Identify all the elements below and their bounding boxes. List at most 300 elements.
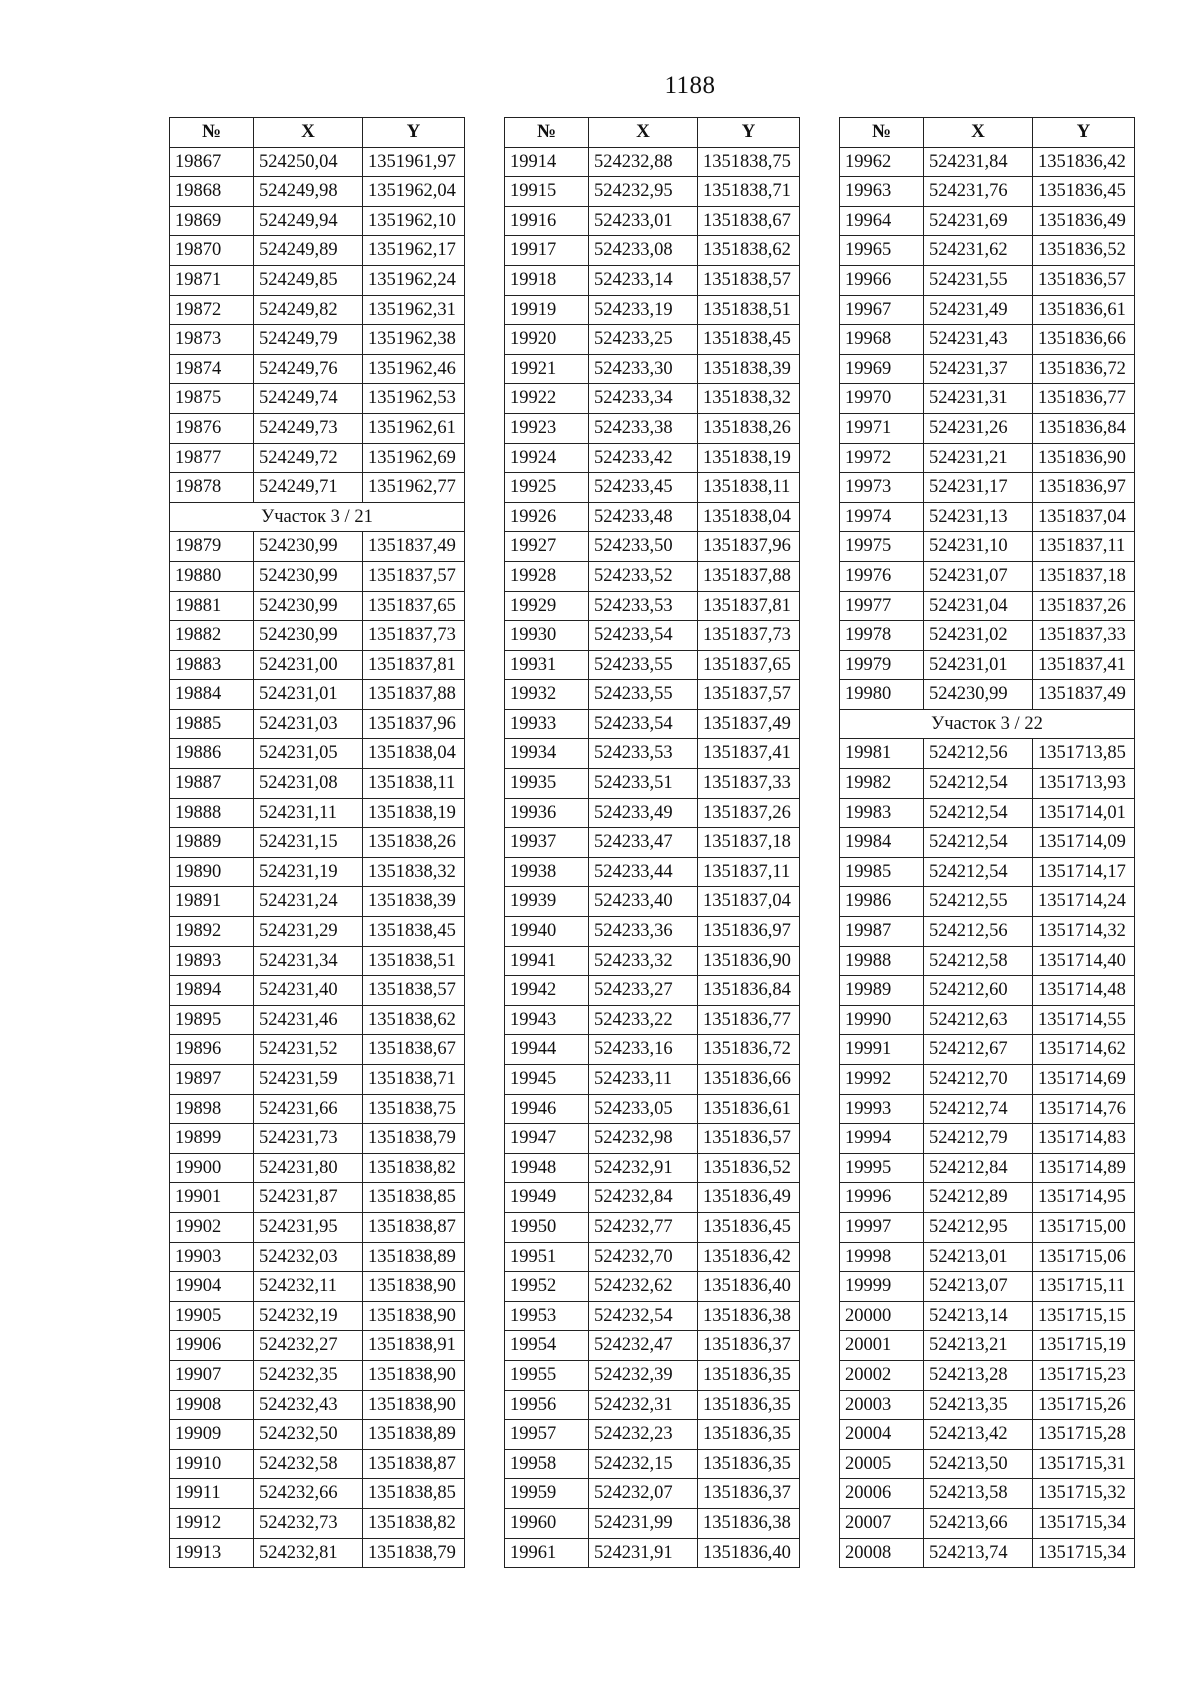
x-coordinate-cell: 524232,84 xyxy=(589,1183,698,1213)
x-coordinate-cell: 524231,80 xyxy=(254,1153,363,1183)
table-row xyxy=(840,1508,1135,1538)
table-row xyxy=(170,265,465,295)
table-row xyxy=(170,857,465,887)
y-coordinate-cell: 1351715,11 xyxy=(1033,1272,1135,1302)
table-row xyxy=(840,206,1135,236)
table-row xyxy=(505,887,800,917)
x-coordinate-cell: 524233,54 xyxy=(589,709,698,739)
x-coordinate-cell: 524231,87 xyxy=(254,1183,363,1213)
x-coordinate-cell: 524231,03 xyxy=(254,709,363,739)
x-coordinate-cell: 524231,37 xyxy=(924,354,1033,384)
x-coordinate-cell: 524232,35 xyxy=(254,1360,363,1390)
y-coordinate-cell: 1351837,73 xyxy=(698,621,800,651)
x-coordinate-cell: 524230,99 xyxy=(254,621,363,651)
x-coordinate-cell: 524232,91 xyxy=(589,1153,698,1183)
table-row xyxy=(840,976,1135,1006)
point-number-cell: 19889 xyxy=(170,828,254,858)
header-x: X xyxy=(254,118,363,148)
x-coordinate-cell: 524232,15 xyxy=(589,1449,698,1479)
table-row xyxy=(170,1065,465,1095)
table-row xyxy=(170,325,465,355)
y-coordinate-cell: 1351838,75 xyxy=(363,1094,465,1124)
table-row xyxy=(170,946,465,976)
table-row xyxy=(170,739,465,769)
y-coordinate-cell: 1351836,35 xyxy=(698,1420,800,1450)
table-row xyxy=(170,177,465,207)
y-coordinate-cell: 1351838,87 xyxy=(363,1449,465,1479)
table-row xyxy=(840,1094,1135,1124)
y-coordinate-cell: 1351836,40 xyxy=(698,1538,800,1568)
table-row xyxy=(505,1449,800,1479)
x-coordinate-cell: 524231,01 xyxy=(924,650,1033,680)
x-coordinate-cell: 524233,36 xyxy=(589,917,698,947)
y-coordinate-cell: 1351838,39 xyxy=(698,354,800,384)
table-row xyxy=(170,1508,465,1538)
y-coordinate-cell: 1351962,46 xyxy=(363,354,465,384)
y-coordinate-cell: 1351837,65 xyxy=(363,591,465,621)
point-number-cell: 20000 xyxy=(840,1301,924,1331)
x-coordinate-cell: 524233,27 xyxy=(589,976,698,1006)
y-coordinate-cell: 1351836,52 xyxy=(1033,236,1135,266)
y-coordinate-cell: 1351836,97 xyxy=(1033,473,1135,503)
x-coordinate-cell: 524232,95 xyxy=(589,177,698,207)
x-coordinate-cell: 524231,04 xyxy=(924,591,1033,621)
y-coordinate-cell: 1351838,04 xyxy=(363,739,465,769)
point-number-cell: 19947 xyxy=(505,1124,589,1154)
table-row xyxy=(505,384,800,414)
x-coordinate-cell: 524233,05 xyxy=(589,1094,698,1124)
point-number-cell: 19993 xyxy=(840,1094,924,1124)
point-number-cell: 19996 xyxy=(840,1183,924,1213)
table-row xyxy=(505,1242,800,1272)
table-row xyxy=(505,354,800,384)
point-number-cell: 19913 xyxy=(170,1538,254,1568)
section-row xyxy=(170,502,465,532)
table-row xyxy=(505,739,800,769)
point-number-cell: 19936 xyxy=(505,798,589,828)
x-coordinate-cell: 524232,58 xyxy=(254,1449,363,1479)
x-coordinate-cell: 524213,58 xyxy=(924,1479,1033,1509)
point-number-cell: 19938 xyxy=(505,857,589,887)
x-coordinate-cell: 524231,55 xyxy=(924,265,1033,295)
table-row xyxy=(505,917,800,947)
y-coordinate-cell: 1351715,15 xyxy=(1033,1301,1135,1331)
point-number-cell: 19950 xyxy=(505,1212,589,1242)
y-coordinate-cell: 1351837,33 xyxy=(1033,621,1135,651)
x-coordinate-cell: 524233,45 xyxy=(589,473,698,503)
point-number-cell: 19997 xyxy=(840,1212,924,1242)
point-number-cell: 19985 xyxy=(840,857,924,887)
y-coordinate-cell: 1351836,37 xyxy=(698,1331,800,1361)
point-number-cell: 19972 xyxy=(840,443,924,473)
y-coordinate-cell: 1351715,00 xyxy=(1033,1212,1135,1242)
x-coordinate-cell: 524231,43 xyxy=(924,325,1033,355)
x-coordinate-cell: 524233,50 xyxy=(589,532,698,562)
x-coordinate-cell: 524212,67 xyxy=(924,1035,1033,1065)
y-coordinate-cell: 1351838,45 xyxy=(698,325,800,355)
x-coordinate-cell: 524212,55 xyxy=(924,887,1033,917)
y-coordinate-cell: 1351714,40 xyxy=(1033,946,1135,976)
y-coordinate-cell: 1351838,51 xyxy=(363,946,465,976)
table-row xyxy=(840,680,1135,710)
x-coordinate-cell: 524231,15 xyxy=(254,828,363,858)
table-row xyxy=(505,1508,800,1538)
y-coordinate-cell: 1351715,26 xyxy=(1033,1390,1135,1420)
table-row xyxy=(840,591,1135,621)
x-coordinate-cell: 524231,10 xyxy=(924,532,1033,562)
table-row xyxy=(505,295,800,325)
table-row xyxy=(840,798,1135,828)
table-row xyxy=(505,325,800,355)
table-row xyxy=(840,946,1135,976)
y-coordinate-cell: 1351838,71 xyxy=(363,1065,465,1095)
x-coordinate-cell: 524250,04 xyxy=(254,147,363,177)
header-number: № xyxy=(505,118,589,148)
point-number-cell: 19891 xyxy=(170,887,254,917)
point-number-cell: 19896 xyxy=(170,1035,254,1065)
y-coordinate-cell: 1351962,77 xyxy=(363,473,465,503)
x-coordinate-cell: 524212,60 xyxy=(924,976,1033,1006)
x-coordinate-cell: 524231,24 xyxy=(254,887,363,917)
x-coordinate-cell: 524232,07 xyxy=(589,1479,698,1509)
table-row xyxy=(840,1479,1135,1509)
table-row xyxy=(505,206,800,236)
y-coordinate-cell: 1351837,18 xyxy=(1033,561,1135,591)
point-number-cell: 19887 xyxy=(170,769,254,799)
y-coordinate-cell: 1351715,32 xyxy=(1033,1479,1135,1509)
table-row xyxy=(170,591,465,621)
table-row xyxy=(505,1124,800,1154)
y-coordinate-cell: 1351838,51 xyxy=(698,295,800,325)
table-row xyxy=(840,177,1135,207)
table-row xyxy=(170,621,465,651)
table-row xyxy=(840,1212,1135,1242)
header-x: X xyxy=(924,118,1033,148)
point-number-cell: 20005 xyxy=(840,1449,924,1479)
y-coordinate-cell: 1351836,90 xyxy=(1033,443,1135,473)
y-coordinate-cell: 1351838,90 xyxy=(363,1360,465,1390)
point-number-cell: 19870 xyxy=(170,236,254,266)
y-coordinate-cell: 1351837,26 xyxy=(1033,591,1135,621)
y-coordinate-cell: 1351962,17 xyxy=(363,236,465,266)
y-coordinate-cell: 1351838,19 xyxy=(698,443,800,473)
y-coordinate-cell: 1351836,42 xyxy=(1033,147,1135,177)
y-coordinate-cell: 1351836,38 xyxy=(698,1508,800,1538)
table-row xyxy=(505,443,800,473)
y-coordinate-cell: 1351838,79 xyxy=(363,1538,465,1568)
table-row xyxy=(170,709,465,739)
x-coordinate-cell: 524233,34 xyxy=(589,384,698,414)
y-coordinate-cell: 1351838,26 xyxy=(363,828,465,858)
table-row xyxy=(170,413,465,443)
x-coordinate-cell: 524232,73 xyxy=(254,1508,363,1538)
x-coordinate-cell: 524231,40 xyxy=(254,976,363,1006)
x-coordinate-cell: 524230,99 xyxy=(254,561,363,591)
x-coordinate-cell: 524212,84 xyxy=(924,1153,1033,1183)
x-coordinate-cell: 524213,28 xyxy=(924,1360,1033,1390)
table-body xyxy=(505,147,800,1568)
point-number-cell: 19871 xyxy=(170,265,254,295)
point-number-cell: 19868 xyxy=(170,177,254,207)
y-coordinate-cell: 1351837,88 xyxy=(698,561,800,591)
y-coordinate-cell: 1351715,06 xyxy=(1033,1242,1135,1272)
point-number-cell: 19974 xyxy=(840,502,924,532)
point-number-cell: 19967 xyxy=(840,295,924,325)
table-row xyxy=(840,236,1135,266)
point-number-cell: 19951 xyxy=(505,1242,589,1272)
x-coordinate-cell: 524213,50 xyxy=(924,1449,1033,1479)
point-number-cell: 19905 xyxy=(170,1301,254,1331)
point-number-cell: 19886 xyxy=(170,739,254,769)
point-number-cell: 19888 xyxy=(170,798,254,828)
table-row xyxy=(840,473,1135,503)
y-coordinate-cell: 1351838,71 xyxy=(698,177,800,207)
point-number-cell: 19968 xyxy=(840,325,924,355)
y-coordinate-cell: 1351838,89 xyxy=(363,1242,465,1272)
x-coordinate-cell: 524233,14 xyxy=(589,265,698,295)
table-header-row xyxy=(840,118,1135,148)
point-number-cell: 19946 xyxy=(505,1094,589,1124)
y-coordinate-cell: 1351962,38 xyxy=(363,325,465,355)
point-number-cell: 19994 xyxy=(840,1124,924,1154)
table-row xyxy=(505,1420,800,1450)
table-row xyxy=(505,680,800,710)
point-number-cell: 19867 xyxy=(170,147,254,177)
y-coordinate-cell: 1351838,67 xyxy=(698,206,800,236)
x-coordinate-cell: 524231,31 xyxy=(924,384,1033,414)
x-coordinate-cell: 524232,77 xyxy=(589,1212,698,1242)
point-number-cell: 19912 xyxy=(170,1508,254,1538)
y-coordinate-cell: 1351714,48 xyxy=(1033,976,1135,1006)
table-row xyxy=(170,561,465,591)
point-number-cell: 19882 xyxy=(170,621,254,651)
x-coordinate-cell: 524249,82 xyxy=(254,295,363,325)
table-row xyxy=(505,236,800,266)
table-row xyxy=(170,1360,465,1390)
y-coordinate-cell: 1351836,77 xyxy=(1033,384,1135,414)
point-number-cell: 19899 xyxy=(170,1124,254,1154)
table-row xyxy=(840,917,1135,947)
table-row xyxy=(840,1538,1135,1568)
table-row xyxy=(505,532,800,562)
y-coordinate-cell: 1351837,33 xyxy=(698,769,800,799)
x-coordinate-cell: 524233,55 xyxy=(589,650,698,680)
table-row xyxy=(505,1212,800,1242)
y-coordinate-cell: 1351836,66 xyxy=(1033,325,1135,355)
table-row xyxy=(170,828,465,858)
x-coordinate-cell: 524231,46 xyxy=(254,1005,363,1035)
x-coordinate-cell: 524249,73 xyxy=(254,413,363,443)
x-coordinate-cell: 524232,19 xyxy=(254,1301,363,1331)
x-coordinate-cell: 524249,85 xyxy=(254,265,363,295)
x-coordinate-cell: 524233,16 xyxy=(589,1035,698,1065)
y-coordinate-cell: 1351836,90 xyxy=(698,946,800,976)
point-number-cell: 20007 xyxy=(840,1508,924,1538)
point-number-cell: 19924 xyxy=(505,443,589,473)
y-coordinate-cell: 1351837,26 xyxy=(698,798,800,828)
x-coordinate-cell: 524233,25 xyxy=(589,325,698,355)
y-coordinate-cell: 1351838,11 xyxy=(698,473,800,503)
x-coordinate-cell: 524213,01 xyxy=(924,1242,1033,1272)
point-number-cell: 19914 xyxy=(505,147,589,177)
y-coordinate-cell: 1351715,34 xyxy=(1033,1538,1135,1568)
y-coordinate-cell: 1351838,91 xyxy=(363,1331,465,1361)
y-coordinate-cell: 1351836,35 xyxy=(698,1449,800,1479)
table-row xyxy=(170,354,465,384)
point-number-cell: 19883 xyxy=(170,650,254,680)
y-coordinate-cell: 1351837,65 xyxy=(698,650,800,680)
y-coordinate-cell: 1351838,82 xyxy=(363,1508,465,1538)
x-coordinate-cell: 524231,29 xyxy=(254,917,363,947)
table-row xyxy=(170,1301,465,1331)
x-coordinate-cell: 524232,50 xyxy=(254,1420,363,1450)
x-coordinate-cell: 524212,54 xyxy=(924,798,1033,828)
table-row xyxy=(505,1183,800,1213)
point-number-cell: 19953 xyxy=(505,1301,589,1331)
x-coordinate-cell: 524231,21 xyxy=(924,443,1033,473)
table-row xyxy=(505,1035,800,1065)
x-coordinate-cell: 524212,70 xyxy=(924,1065,1033,1095)
x-coordinate-cell: 524231,99 xyxy=(589,1508,698,1538)
x-coordinate-cell: 524213,66 xyxy=(924,1508,1033,1538)
header-y: Y xyxy=(1033,118,1135,148)
y-coordinate-cell: 1351838,82 xyxy=(363,1153,465,1183)
table-row xyxy=(505,828,800,858)
x-coordinate-cell: 524232,11 xyxy=(254,1272,363,1302)
table-row xyxy=(840,354,1135,384)
y-coordinate-cell: 1351836,72 xyxy=(1033,354,1135,384)
y-coordinate-cell: 1351836,97 xyxy=(698,917,800,947)
table-row xyxy=(170,1124,465,1154)
y-coordinate-cell: 1351714,24 xyxy=(1033,887,1135,917)
point-number-cell: 19954 xyxy=(505,1331,589,1361)
table-row xyxy=(505,1005,800,1035)
x-coordinate-cell: 524233,42 xyxy=(589,443,698,473)
coordinate-table-1 xyxy=(169,117,465,1568)
x-coordinate-cell: 524212,58 xyxy=(924,946,1033,976)
table-row xyxy=(505,1331,800,1361)
x-coordinate-cell: 524249,72 xyxy=(254,443,363,473)
y-coordinate-cell: 1351838,04 xyxy=(698,502,800,532)
point-number-cell: 19957 xyxy=(505,1420,589,1450)
point-number-cell: 19877 xyxy=(170,443,254,473)
point-number-cell: 19927 xyxy=(505,532,589,562)
table-row xyxy=(840,1272,1135,1302)
table-row xyxy=(505,976,800,1006)
x-coordinate-cell: 524231,13 xyxy=(924,502,1033,532)
y-coordinate-cell: 1351838,67 xyxy=(363,1035,465,1065)
y-coordinate-cell: 1351838,62 xyxy=(363,1005,465,1035)
y-coordinate-cell: 1351962,04 xyxy=(363,177,465,207)
y-coordinate-cell: 1351714,01 xyxy=(1033,798,1135,828)
x-coordinate-cell: 524213,21 xyxy=(924,1331,1033,1361)
y-coordinate-cell: 1351714,95 xyxy=(1033,1183,1135,1213)
table-row xyxy=(505,621,800,651)
y-coordinate-cell: 1351836,61 xyxy=(1033,295,1135,325)
y-coordinate-cell: 1351962,10 xyxy=(363,206,465,236)
point-number-cell: 19979 xyxy=(840,650,924,680)
x-coordinate-cell: 524249,79 xyxy=(254,325,363,355)
x-coordinate-cell: 524233,53 xyxy=(589,739,698,769)
table-row xyxy=(505,413,800,443)
y-coordinate-cell: 1351962,61 xyxy=(363,413,465,443)
x-coordinate-cell: 524212,63 xyxy=(924,1005,1033,1035)
point-number-cell: 19873 xyxy=(170,325,254,355)
x-coordinate-cell: 524233,54 xyxy=(589,621,698,651)
table-row xyxy=(170,384,465,414)
table-row xyxy=(170,532,465,562)
point-number-cell: 19874 xyxy=(170,354,254,384)
table-row xyxy=(840,828,1135,858)
table-row xyxy=(505,650,800,680)
point-number-cell: 19982 xyxy=(840,769,924,799)
table-row xyxy=(170,1420,465,1450)
point-number-cell: 19983 xyxy=(840,798,924,828)
y-coordinate-cell: 1351714,89 xyxy=(1033,1153,1135,1183)
x-coordinate-cell: 524232,39 xyxy=(589,1360,698,1390)
point-number-cell: 19992 xyxy=(840,1065,924,1095)
y-coordinate-cell: 1351962,53 xyxy=(363,384,465,414)
y-coordinate-cell: 1351837,04 xyxy=(1033,502,1135,532)
y-coordinate-cell: 1351838,89 xyxy=(363,1420,465,1450)
table-row xyxy=(170,1005,465,1035)
point-number-cell: 19988 xyxy=(840,946,924,976)
table-row xyxy=(170,769,465,799)
x-coordinate-cell: 524232,81 xyxy=(254,1538,363,1568)
y-coordinate-cell: 1351837,18 xyxy=(698,828,800,858)
y-coordinate-cell: 1351838,79 xyxy=(363,1124,465,1154)
table-row xyxy=(840,325,1135,355)
point-number-cell: 19884 xyxy=(170,680,254,710)
y-coordinate-cell: 1351836,57 xyxy=(698,1124,800,1154)
table-row xyxy=(505,561,800,591)
y-coordinate-cell: 1351838,32 xyxy=(363,857,465,887)
y-coordinate-cell: 1351837,96 xyxy=(363,709,465,739)
section-label: Участок 3 / 21 xyxy=(170,502,465,532)
point-number-cell: 19909 xyxy=(170,1420,254,1450)
table-row xyxy=(505,1065,800,1095)
x-coordinate-cell: 524232,98 xyxy=(589,1124,698,1154)
x-coordinate-cell: 524230,99 xyxy=(254,591,363,621)
table-row xyxy=(505,147,800,177)
point-number-cell: 19879 xyxy=(170,532,254,562)
point-number-cell: 19916 xyxy=(505,206,589,236)
x-coordinate-cell: 524231,73 xyxy=(254,1124,363,1154)
table-row xyxy=(170,1272,465,1302)
table-row xyxy=(170,443,465,473)
table-row xyxy=(840,1449,1135,1479)
table-row xyxy=(840,650,1135,680)
table-row xyxy=(840,857,1135,887)
point-number-cell: 19880 xyxy=(170,561,254,591)
x-coordinate-cell: 524231,34 xyxy=(254,946,363,976)
point-number-cell: 19928 xyxy=(505,561,589,591)
table-header-row xyxy=(505,118,800,148)
point-number-cell: 19959 xyxy=(505,1479,589,1509)
x-coordinate-cell: 524213,07 xyxy=(924,1272,1033,1302)
y-coordinate-cell: 1351715,19 xyxy=(1033,1331,1135,1361)
x-coordinate-cell: 524232,54 xyxy=(589,1301,698,1331)
point-number-cell: 19987 xyxy=(840,917,924,947)
point-number-cell: 19980 xyxy=(840,680,924,710)
table-row xyxy=(170,1538,465,1568)
x-coordinate-cell: 524233,32 xyxy=(589,946,698,976)
y-coordinate-cell: 1351837,04 xyxy=(698,887,800,917)
section-label: Участок 3 / 22 xyxy=(840,709,1135,739)
y-coordinate-cell: 1351837,73 xyxy=(363,621,465,651)
point-number-cell: 19878 xyxy=(170,473,254,503)
y-coordinate-cell: 1351713,93 xyxy=(1033,769,1135,799)
